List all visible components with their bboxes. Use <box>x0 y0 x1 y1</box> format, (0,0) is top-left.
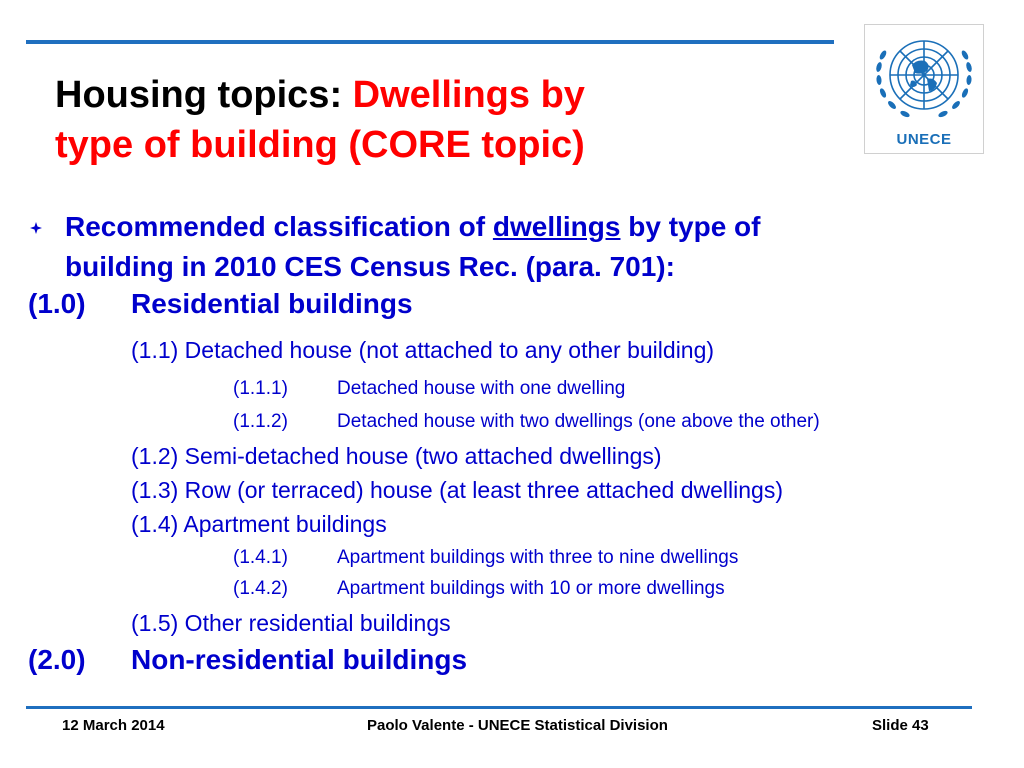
subcategory-1-5: (1.5) Other residential buildings <box>131 610 451 636</box>
bullet-text-pre: Recommended classification of <box>65 211 493 242</box>
diamond-bullet-icon <box>30 222 42 234</box>
title-black: Housing topics: <box>55 74 353 116</box>
subsub-code-1-4-2: (1.4.2) <box>233 578 288 599</box>
subcategory-1-1: (1.1) Detached house (not attached to any other building) <box>131 337 715 363</box>
bullet-text-post: by type of <box>620 211 761 242</box>
title-red-line1: Dwellings by <box>352 74 585 116</box>
subcategory-1-3: (1.3) Row (or terraced) house (at least three attached dwellings) <box>131 477 783 503</box>
title-red-line2: type of building (CORE topic) <box>55 124 585 166</box>
dwellings-link[interactable]: dwellings <box>492 211 621 242</box>
bullet-line-2: building in 2010 CES Census Rec. (para. 701): <box>65 251 675 282</box>
unece-logo-text: UNECE <box>896 131 952 148</box>
footer-author: Paolo Valente - UNECE Statistical Division <box>367 717 668 734</box>
top-rule <box>26 40 834 44</box>
footer-slide-number: Slide 43 <box>872 717 929 734</box>
category-code-2: (2.0) <box>28 644 86 675</box>
bottom-rule <box>26 706 972 709</box>
category-code-1: (1.0) <box>28 288 86 319</box>
category-label-2: Non-residential buildings <box>131 644 468 675</box>
subcategory-1-4: (1.4) Apartment buildings <box>131 511 387 537</box>
unece-logo <box>864 24 984 154</box>
subsub-code-1-1-1: (1.1.1) <box>233 378 288 399</box>
subsub-label-1-1-1: Detached house with one dwelling <box>337 378 626 399</box>
bullet-line-1 <box>65 206 760 248</box>
subsub-label-1-4-2: Apartment buildings with 10 or more dwellings <box>337 578 725 599</box>
slide-title <box>55 70 585 170</box>
subsub-code-1-4-1: (1.4.1) <box>233 547 288 568</box>
subsub-label-1-4-1: Apartment buildings with three to nine dwellings <box>337 547 739 568</box>
subcategory-1-2: (1.2) Semi-detached house (two attached dwellings) <box>131 443 662 469</box>
footer-date: 12 March 2014 <box>62 717 165 734</box>
subsub-code-1-1-2: (1.1.2) <box>233 411 288 432</box>
subsub-label-1-1-2: Detached house with two dwellings (one above the other) <box>337 411 820 432</box>
category-label-1: Residential buildings <box>131 288 413 319</box>
un-emblem-icon <box>865 25 983 129</box>
